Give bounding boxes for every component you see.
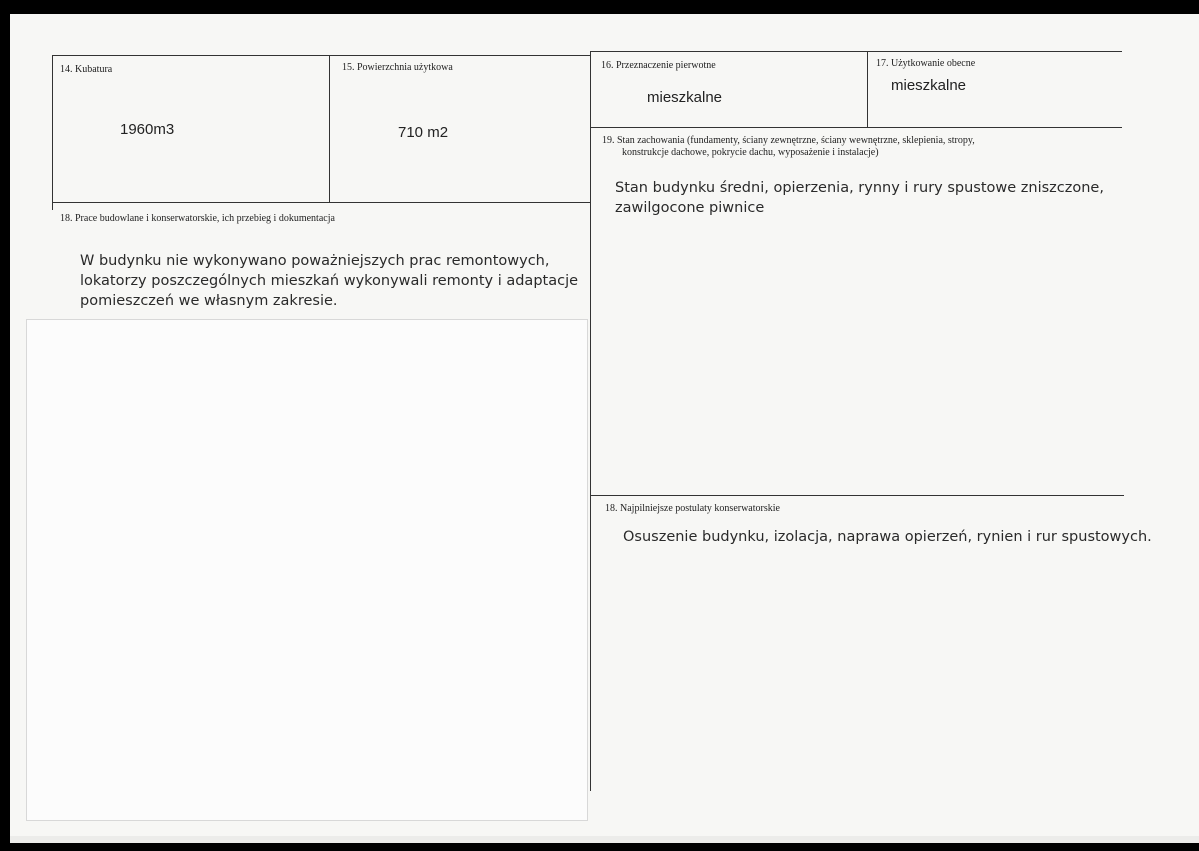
left-border — [52, 55, 53, 210]
field-19-label-line: 19. Stan zachowania (fundamenty, ściany zewnętrzne, ściany wewnętrzne, sklepienia, stropy, — [602, 135, 975, 146]
field-16-label: 16. Przeznaczenie pierwotne — [601, 60, 716, 71]
sheet-edge — [10, 836, 1199, 843]
field-15-value: 710 m2 — [398, 124, 449, 141]
divider-row-18a — [52, 202, 590, 203]
field-18b-value: Osuszenie budynku, izolacja, naprawa opierzeń, rynien i rur spustowych. — [623, 529, 1152, 545]
field-16-value: mieszkalne — [647, 89, 723, 106]
field-19-label-line: konstrukcje dachowe, pokrycie dachu, wyposażenie i instalacje) — [622, 147, 879, 158]
field-18a-line: lokatorzy poszczególnych mieszkań wykonywali remonty i adaptacje — [80, 273, 579, 289]
divider-16-17 — [867, 51, 868, 128]
field-18a-label: 18. Prace budowlane i konserwatorskie, ich przebieg i dokumentacja — [60, 213, 335, 224]
field-19-value — [615, 178, 1104, 218]
top-border-left — [52, 55, 590, 56]
field-14-label: 14. Kubatura — [60, 64, 113, 75]
field-17-value: mieszkalne — [891, 77, 967, 94]
field-18b-label: 18. Najpilniejsze postulaty konserwatorskie — [605, 503, 780, 514]
field-18a-value — [80, 251, 578, 311]
pasted-blank-sheet — [26, 319, 588, 821]
divider-left-right — [590, 51, 591, 791]
field-17-label: 17. Użytkowanie obecne — [876, 58, 976, 69]
divider-row-18b — [590, 495, 1124, 496]
field-14-value: 1960m3 — [120, 121, 175, 138]
field-19-line: Stan budynku średni, opierzenia, rynny i rury spustowe zniszczone, — [615, 180, 1104, 196]
field-19-line: zawilgocone piwnice — [615, 200, 765, 216]
divider-row-19 — [590, 127, 1122, 128]
top-border-right — [590, 51, 1122, 52]
divider-14-15 — [329, 55, 330, 203]
field-15-label: 15. Powierzchnia użytkowa — [342, 62, 453, 73]
field-18a-line: W budynku nie wykonywano poważniejszych prac remontowych, — [80, 253, 550, 269]
field-19-label — [602, 135, 975, 159]
field-18a-line: pomieszczeń we własnym zakresie. — [80, 293, 338, 309]
